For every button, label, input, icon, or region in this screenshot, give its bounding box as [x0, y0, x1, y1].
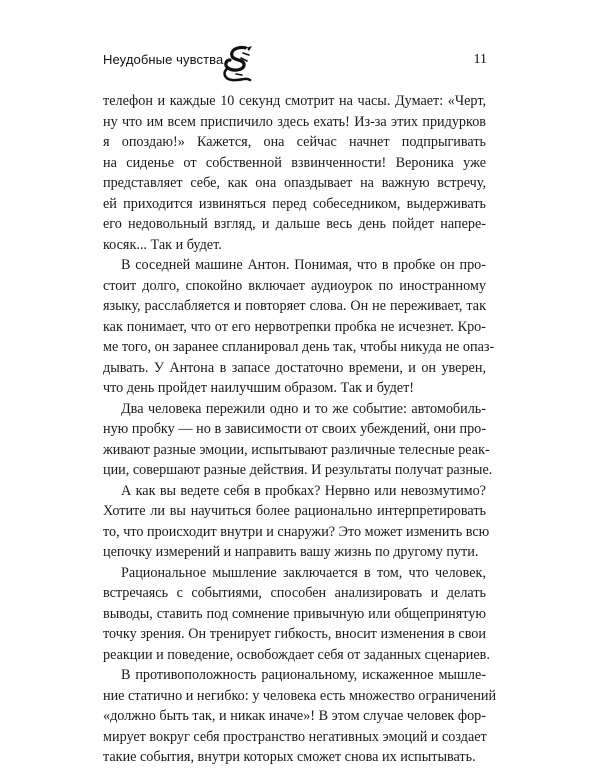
text-line: дывать. У Антона в запасе достаточно времени, и он уверен, [103, 359, 486, 376]
text-line: языку, расслабляется и повторяет слова. Он не переживает, так [103, 298, 486, 314]
text-line: А как вы ведете себя в пробках? Нервно или невозмутимо? [121, 482, 486, 499]
paragraph [103, 563, 490, 666]
text-line: В соседней машине Антон. Понимая, что в пробке он про- [121, 257, 486, 273]
text-line: такие события, внутри которых сможет снова их испытывать. [103, 749, 476, 765]
text-line: ме того, он заранее спланировал день так, чтобы никуда не опаз- [103, 339, 495, 355]
text-line: его недовольный взгляд, и дальше весь день пойдет напере- [103, 216, 486, 232]
text-line: я опоздаю!» Кажется, она сейчас начнет подпрыгивать [103, 134, 486, 150]
paragraph [103, 399, 493, 481]
text-line: точку зрения. Он тренирует гибкость, вносит изменения в свои [103, 626, 486, 642]
paragraph [103, 665, 497, 768]
body-text [103, 91, 497, 768]
text-line: Два человека пережили одно и то же событие: автомобиль- [121, 400, 486, 417]
paragraph [103, 481, 490, 563]
running-title: Неудобные чувства [103, 52, 224, 67]
text-line: реакции и поведение, освобождает себя от заданных сценариев. [103, 646, 490, 663]
page-number: 11 [473, 52, 487, 67]
dragon-emblem-icon [216, 44, 260, 84]
text-line: представляет себе, как она опаздывает на важную встречу, [103, 175, 486, 191]
text-line: мирует вокруг себя пространство негативных эмоций и создает [103, 728, 487, 745]
paragraph [103, 255, 495, 399]
text-line: выводы, ставить под сомнение привычную или общепринятую [103, 605, 486, 622]
text-line: ние статично и негибко: у человека есть множество ограничений [103, 687, 497, 704]
text-line: «должно быть так, и никак иначе»! В этом случае человек фор- [103, 708, 486, 724]
text-line: ну что им всем приспичило здесь ехать! Из-за этих придурков [103, 113, 486, 130]
text-line: цепочку измерений и направить вашу жизнь по другому пути. [103, 544, 479, 560]
text-line: живают разные эмоции, испытывают различные телесные реак- [103, 441, 490, 458]
text-line: В противоположность рациональному, искаженное мышле- [121, 667, 486, 683]
text-line: косяк... Так и будет. [103, 236, 222, 253]
text-line: что день пройдет наилучшим образом. Так и будет! [103, 380, 415, 396]
text-line: Рациональное мышление заключается в том, что человек, [121, 564, 486, 581]
text-line: ей приходится извиняться перед собеседником, выдерживать [103, 195, 486, 212]
paragraph [103, 91, 486, 255]
text-line: встречаясь с событиями, способен анализировать и делать [103, 585, 486, 601]
text-line: то, что происходит внутри и снаружи? Это может изменить всю [103, 523, 490, 540]
text-line: как понимает, что от его нервотрепки пробка не исчезнет. Кро- [103, 318, 486, 335]
text-line: стоит долго, спокойно включает аудиоурок по иностранному [103, 277, 486, 294]
text-line: ции, совершают разные действия. И результаты получат разные. [103, 462, 493, 478]
text-line: телефон и каждые 10 секунд смотрит на часы. Думает: «Черт, [103, 93, 486, 109]
text-line: на сиденье от собственной взвинченности! Вероника уже [103, 154, 486, 171]
page-header [103, 44, 495, 84]
text-line: Хотите ли вы научиться более рационально интерпретировать [103, 503, 486, 519]
text-line: ную пробку — но в зависимости от своих убеждений, они про- [103, 421, 486, 437]
